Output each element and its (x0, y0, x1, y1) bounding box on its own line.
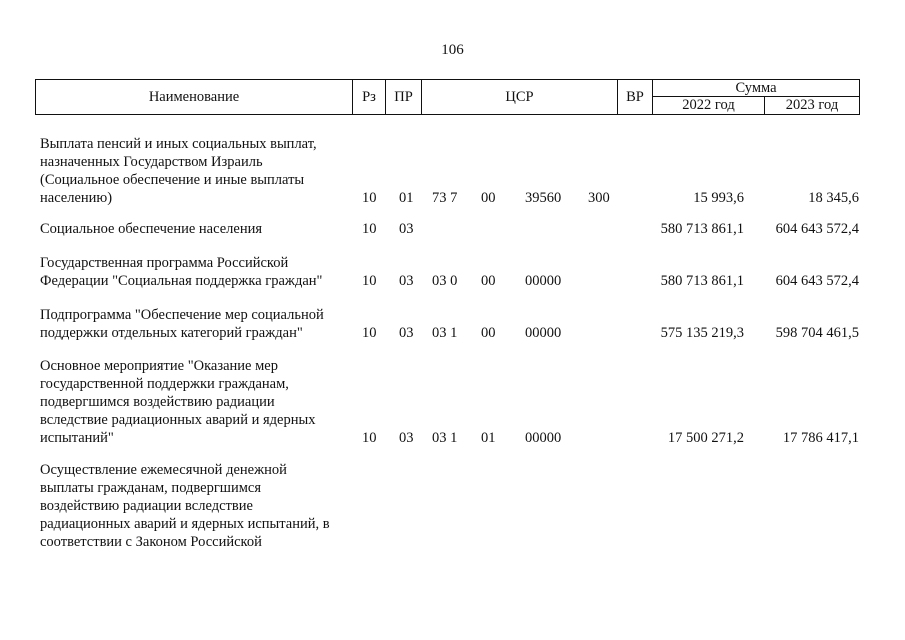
row-sum-2022: 580 713 861,1 (660, 221, 744, 237)
row-sum-2023: 604 643 572,4 (775, 273, 859, 289)
row-csr-direction: 00000 (525, 430, 562, 446)
header-year-2023: 2023 год (785, 97, 839, 113)
row-pr: 03 (399, 430, 414, 446)
row-csr-direction: 00000 (525, 273, 562, 289)
table-row (0, 220, 905, 238)
header-vr: ВР (618, 80, 653, 114)
row-csr-event: 00 (481, 190, 496, 206)
header-year-2022: 2022 год (653, 97, 765, 114)
row-sum-2022: 17 500 271,2 (667, 430, 744, 446)
row-sum-2022: 575 135 219,3 (660, 325, 744, 341)
row-vr: 300 (588, 190, 610, 206)
row-csr-event: 01 (481, 430, 496, 446)
row-rz: 10 (362, 190, 377, 206)
row-sum-2023: 604 643 572,4 (775, 221, 859, 237)
row-csr-direction: 39560 (525, 190, 562, 206)
row-name: Осуществление ежемесячной денежной выплаты гражданам, подвергшимся воздействию радиации вследствие радиационных аварий и ядерных испытаний, в соответствии с Законом Российской (40, 462, 330, 550)
row-name: Социальное обеспечение населения (40, 221, 263, 237)
page-number: 106 (441, 42, 464, 58)
row-rz: 10 (362, 430, 377, 446)
row-sum-2023: 17 786 417,1 (782, 430, 859, 446)
row-pr: 03 (399, 325, 414, 341)
row-name: Подпрограмма "Обеспечение мер социальной поддержки отдельных категорий граждан" (40, 307, 324, 341)
table-row (0, 461, 905, 551)
row-rz: 10 (362, 273, 377, 289)
header-csr: ЦСР (422, 80, 618, 114)
header-pr: ПР (386, 80, 422, 114)
table-header (35, 79, 860, 115)
row-name: Выплата пенсий и иных социальных выплат, назначенных Государством Израиль (Социальное обеспечение и иные выплаты населению) (40, 136, 317, 206)
table-row (0, 306, 905, 342)
row-sum-2023: 598 704 461,5 (775, 325, 859, 341)
row-rz: 10 (362, 325, 377, 341)
row-csr-program: 03 1 (432, 430, 458, 446)
row-name: Основное мероприятие "Оказание мер государственной поддержки гражданам, подвергшимся воздействию радиации вследствие радиационных аварий и ядерных испытаний" (40, 358, 316, 446)
header-sum: Сумма (653, 80, 859, 97)
row-name: Государственная программа Российской Федерации "Социальная поддержка граждан" (40, 255, 323, 289)
row-pr: 01 (399, 190, 414, 206)
table-row (0, 357, 905, 447)
row-csr-program: 73 7 (432, 190, 458, 206)
row-sum-2022: 15 993,6 (693, 190, 744, 206)
table-row (0, 254, 905, 290)
row-sum-2022: 580 713 861,1 (660, 273, 744, 289)
table-row (0, 135, 905, 207)
row-csr-event: 00 (481, 273, 496, 289)
header-rz: Рз (353, 80, 386, 114)
row-csr-program: 03 1 (432, 325, 458, 341)
row-pr: 03 (399, 221, 414, 237)
row-sum-2023: 18 345,6 (808, 190, 859, 206)
row-csr-event: 00 (481, 325, 496, 341)
row-pr: 03 (399, 273, 414, 289)
row-rz: 10 (362, 221, 377, 237)
row-csr-program: 03 0 (432, 273, 458, 289)
header-name: Наименование (36, 80, 353, 114)
row-csr-direction: 00000 (525, 325, 562, 341)
